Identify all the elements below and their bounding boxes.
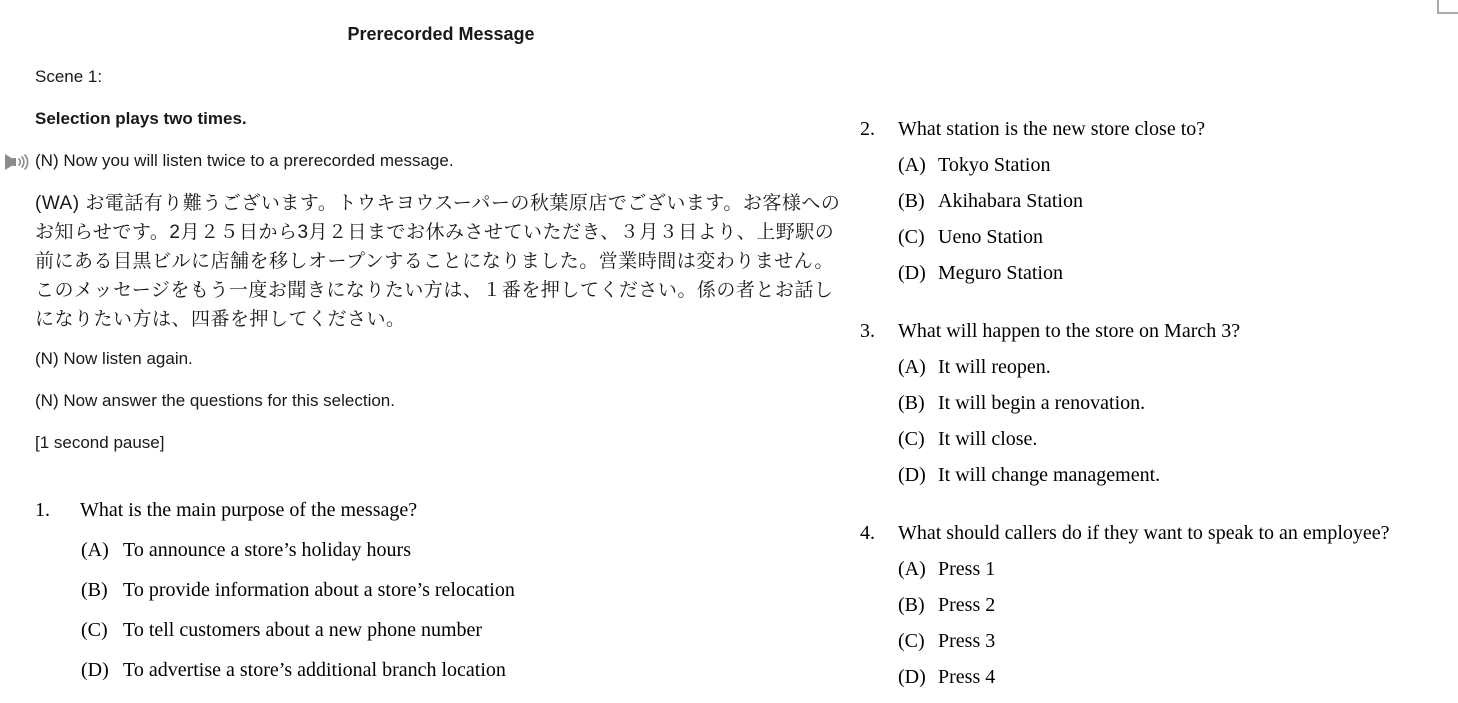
- option-row-a: [860, 551, 1452, 587]
- selection-note: Selection plays two times.: [35, 109, 247, 128]
- option-letter: (B): [898, 392, 925, 414]
- option-letter: (A): [81, 539, 109, 561]
- option-text: Press 2: [938, 594, 996, 616]
- japanese-passage: (WA) お電話有り難うございます。トウキヨウスーパーの秋葉原店でございます。お客様へのお知らせです。2月２５日から3月２日までお休みさせていただき、３月３日より、上野駅の前にある目黒ビルに店舗を移しオープンすることになりました。営業時間は変わりません。このメッセージをもう一度お聞きになりたい方は、１番を押してください。係の者とお話しになりたい方は、四番を押してください。: [35, 193, 841, 330]
- option-text: Meguro Station: [938, 262, 1063, 284]
- right-column: [860, 0, 1452, 695]
- question-3: [860, 313, 1452, 493]
- option-text: To provide information about a store’s relocation: [123, 579, 515, 601]
- option-text: Press 1: [938, 558, 996, 580]
- question-number: 1.: [35, 499, 50, 521]
- option-letter: (C): [898, 428, 925, 450]
- option-row-d: [860, 659, 1452, 695]
- option-text: Tokyo Station: [938, 154, 1051, 176]
- scene-label: Scene 1:: [35, 67, 103, 86]
- option-text: Press 4: [938, 666, 996, 688]
- question-text: What will happen to the store on March 3?: [898, 320, 1241, 342]
- option-row-b: [860, 385, 1452, 421]
- option-text: It will close.: [938, 428, 1038, 450]
- option-row-a: [860, 147, 1452, 183]
- question-text: What should callers do if they want to speak to an employee?: [898, 522, 1390, 544]
- question-number: 3.: [860, 320, 875, 342]
- question-text: What is the main purpose of the message?: [80, 499, 418, 521]
- option-row-a: [860, 349, 1452, 385]
- narration-answer: (N) Now answer the questions for this selection.: [35, 391, 395, 410]
- option-letter: (D): [898, 262, 926, 284]
- pause-note: [1 second pause]: [35, 433, 165, 452]
- question-2: [860, 111, 1452, 291]
- option-text: Press 3: [938, 630, 996, 652]
- option-row-d: [860, 255, 1452, 291]
- option-text: To advertise a store’s additional branch location: [123, 659, 506, 681]
- option-letter: (B): [898, 594, 925, 616]
- option-text: To tell customers about a new phone number: [123, 619, 483, 641]
- narration-intro: [35, 150, 847, 172]
- option-row-b: [860, 587, 1452, 623]
- option-row-c: [35, 610, 847, 650]
- question-row: [860, 111, 1452, 147]
- narration-again: (N) Now listen again.: [35, 349, 193, 368]
- option-letter: (A): [898, 558, 926, 580]
- option-text: It will change management.: [938, 464, 1161, 486]
- question-row: [860, 515, 1452, 551]
- question-4: [860, 515, 1452, 695]
- option-text: It will begin a renovation.: [938, 392, 1146, 414]
- speaker-icon: [4, 151, 30, 173]
- option-letter: (B): [898, 190, 925, 212]
- option-row-b: [35, 570, 847, 610]
- page-title: Prerecorded Message: [347, 24, 535, 44]
- option-text: Akihabara Station: [938, 190, 1083, 212]
- option-row-c: [860, 623, 1452, 659]
- narration-intro-text: (N) Now you will listen twice to a prerecorded message.: [35, 151, 454, 170]
- option-letter: (A): [898, 154, 926, 176]
- option-row-b: [860, 183, 1452, 219]
- question-number: 4.: [860, 522, 875, 544]
- option-letter: (B): [81, 579, 108, 601]
- question-text: What station is the new store close to?: [898, 118, 1206, 140]
- option-row-c: [860, 219, 1452, 255]
- option-letter: (C): [898, 226, 925, 248]
- option-letter: (C): [81, 619, 108, 641]
- option-row-d: [35, 650, 847, 690]
- option-row-a: [35, 530, 847, 570]
- question-number: 2.: [860, 118, 875, 140]
- option-text: To announce a store’s holiday hours: [123, 539, 411, 561]
- question-1: [35, 490, 847, 690]
- option-letter: (D): [81, 659, 109, 681]
- left-column: [35, 0, 847, 690]
- option-letter: (C): [898, 630, 925, 652]
- option-letter: (D): [898, 666, 926, 688]
- option-letter: (A): [898, 356, 926, 378]
- option-row-d: [860, 457, 1452, 493]
- option-text: It will reopen.: [938, 356, 1051, 378]
- option-text: Ueno Station: [938, 226, 1043, 248]
- question-row: [35, 490, 847, 530]
- option-row-c: [860, 421, 1452, 457]
- option-letter: (D): [898, 464, 926, 486]
- question-row: [860, 313, 1452, 349]
